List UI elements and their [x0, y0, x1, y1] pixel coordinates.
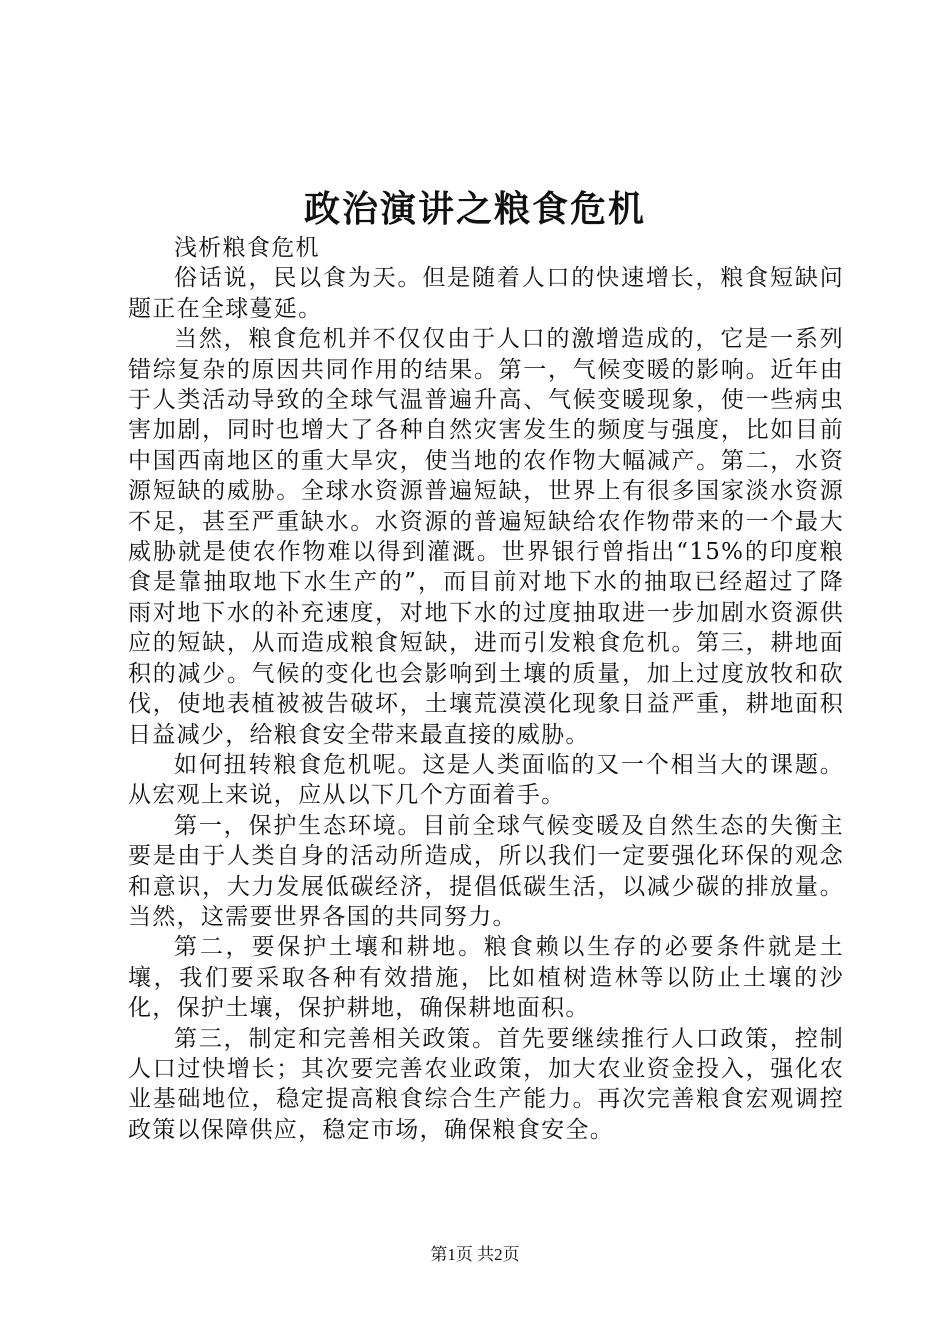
- paragraph-question: 如何扭转粮食危机呢。这是人类面临的又一个相当大的课题。从宏观上来说，应从以下几个方面着手。: [128, 751, 844, 809]
- document-title: 政治演讲之粮食危机: [303, 188, 646, 230]
- page-number-footer: 第1页 共2页: [430, 1245, 520, 1264]
- paragraph-intro: 俗话说，民以食为天。但是随着人口的快速增长，粮食短缺问题正在全球蔓延。: [128, 265, 844, 322]
- paragraph-measure-1: 第一，保护生态环境。目前全球气候变暖及自然生态的失衡主要是由于人类自身的活动所造成，所以我们一定要强化环保的观念和意识，大力发展低碳经济，提倡低碳生活，以减少碳的排放量。当然，这需要世界各国的共同努力。: [128, 812, 844, 930]
- paragraph-causes: 当然，粮食危机并不仅仅由于人口的激增造成的，它是一系列错综复杂的原因共同作用的结果。第一，气候变暖的影响。近年由于人类活动导致的全球气温普遍升高、气候变暖现象，使一些病虫害加剧，同时也增大了各种自然灾害发生的频度与强度，比如目前中国西南地区的重大旱灾，使当地的农作物大幅减产。第二，水资源短缺的威胁。全球水资源普遍短缺，世界上有很多国家淡水资源不足，甚至严重缺水。水资源的普遍短缺给农作物带来的一个最大威胁就是使农作物难以得到灌溉。世界银行曾指出“15%的印度粮食是靠抽取地下水生产的”，而目前对地下水的抽取已经超过了降雨对地下水的补充速度，对地下水的过度抽取进一步加剧水资源供应的短缺，从而造成粮食短缺，进而引发粮食危机。第三，耕地面积的减少。气候的变化也会影响到土壤的质量，加上过度放牧和砍伐，使地表植被被告破坏，土壤荒漠漠化现象日益严重，耕地面积日益减少，给粮食安全带来最直接的威胁。: [128, 326, 844, 748]
- paragraph-measure-2: 第二，要保护土壤和耕地。粮食赖以生存的必要条件就是土壤，我们要采取各种有效措施，比如植树造林等以防止土壤的沙化，保护土壤，保护耕地，确保耕地面积。: [128, 934, 844, 1022]
- paragraph-measure-3: 第三，制定和完善相关政策。首先要继续推行人口政策，控制人口过快增长；其次要完善农业政策，加大农业资金投入，强化农业基础地位，稳定提高粮食综合生产能力。再次完善粮食宏观调控政策以保障供应，稳定市场，确保粮食安全。: [128, 1025, 844, 1143]
- document-body: [128, 233, 844, 1145]
- paragraph-subtitle: 浅析粮食危机: [174, 235, 320, 261]
